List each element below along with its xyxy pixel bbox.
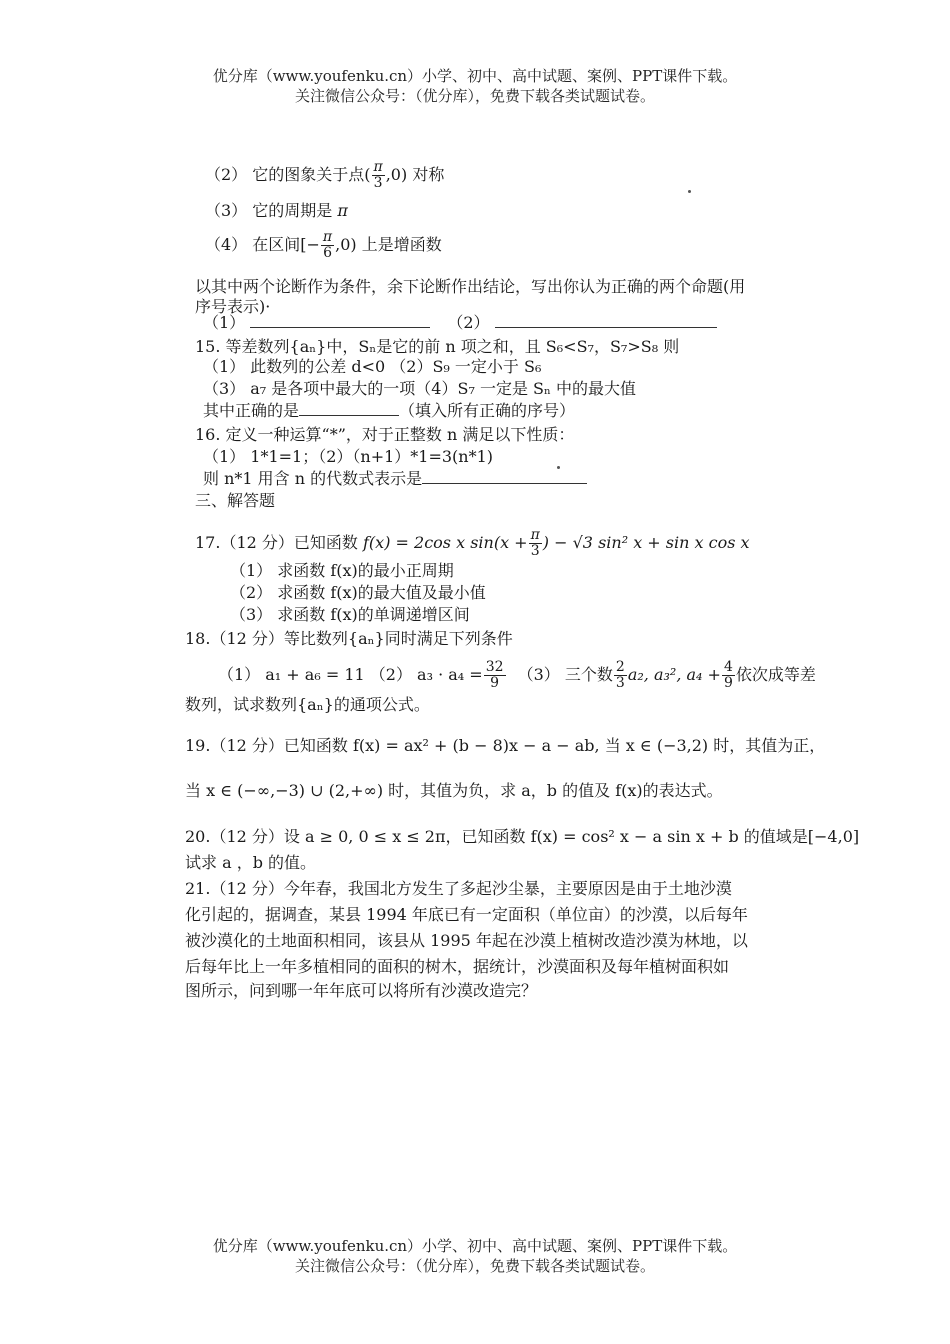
fraction-numerator: π xyxy=(373,159,383,175)
q15-answer-blank[interactable] xyxy=(299,401,399,416)
q20-line-2: 试求 a ，b 的值。 xyxy=(185,853,317,872)
section-3-heading: 三、解答题 xyxy=(195,491,276,510)
header-line-2: 关注微信公众号：（优分库），免费下载各类试题试卷。 xyxy=(294,87,655,105)
header-line-1: 优分库（www.youfenku.cn）小学、初中、高中试题、案例、PPT课件下载。 xyxy=(212,67,738,85)
q21-line-1: 21.（12 分）今年春，我国北方发生了多起沙尘暴，主要原因是由于土地沙漠 xyxy=(185,879,732,898)
q17-function-fraction xyxy=(529,528,542,559)
q16-ask xyxy=(203,468,587,490)
q15-items-2: （3） a₇ 是各项中最大的一项（4）S₇ 一定是 Sₙ 中的最大值 xyxy=(203,379,637,398)
q14-instruction-2: 序号表示)· xyxy=(195,297,271,316)
fraction-denominator: 3 xyxy=(530,543,540,559)
q18-conditions xyxy=(218,660,816,691)
q16-stem: 16. 定义一种运算“*”，对于正整数 n 满足以下性质： xyxy=(195,425,575,444)
q21-line-2: 化引起的，据调查，某县 1994 年底已有一定面积（单位亩）的沙漠，以后每年 xyxy=(185,905,748,924)
q14-answer-line xyxy=(203,312,717,334)
q15-answer-label: 其中正确的是 xyxy=(203,401,300,420)
q14-item-2-text: （2） 它的图象关于点( xyxy=(205,165,371,184)
q18-condition-3-terms: a₂, a₃², a₄ + xyxy=(627,665,721,684)
q17-sub-2: （2） 求函数 f(x)的最大值及最小值 xyxy=(230,583,486,602)
q18-condition-3-fraction-b xyxy=(722,660,735,691)
q18-stem: 18.（12 分）等比数列{aₙ}同时满足下列条件 xyxy=(185,629,513,648)
q14-item-2-text-end: ,0) 对称 xyxy=(385,165,445,184)
q17-sub-3: （3） 求函数 f(x)的单调递增区间 xyxy=(230,605,470,624)
q20-line-1: 20.（12 分）设 a ≥ 0, 0 ≤ x ≤ 2π，已知函数 f(x) = cos² x − a sin x + b 的值域是[−4,0] xyxy=(185,827,860,846)
q14-instruction-1: 以其中两个论断作为条件，余下论断作出结论，写出你认为正确的两个命题(用 xyxy=(195,277,746,296)
q15-items-1: （1） 此数列的公差 d<0 （2）S₉ 一定小于 S₆ xyxy=(203,357,542,376)
q14-item-2-fraction xyxy=(372,160,385,191)
fraction-denominator: 6 xyxy=(323,245,332,261)
q16-properties: （1） 1*1=1；（2）（n+1）*1=3(n*1) xyxy=(203,447,494,466)
q18-condition-2-fraction xyxy=(484,660,506,691)
q14-item-2 xyxy=(205,160,444,191)
q16-ask-text: 则 n*1 用含 n 的代数式表示是 xyxy=(203,469,423,488)
q17-function-start: f(x) = 2cos x sin(x + xyxy=(363,533,528,552)
q21-line-5: 图所示，问到哪一年年底可以将所有沙漠改造完？ xyxy=(185,981,538,1000)
fraction-numerator: π xyxy=(530,527,540,543)
fraction-denominator: 9 xyxy=(723,675,733,691)
q17-function-end: ) − √3 sin² x + sin x cos x xyxy=(542,533,750,552)
q18-condition-1-2: （1） a₁ + a₆ = 11 （2） a₃ · a₄ = xyxy=(218,665,483,684)
q14-item-4-fraction xyxy=(321,230,334,261)
q19-line-1: 19.（12 分）已知函数 f(x) = ax² + (b − 8)x − a − ab, 当 x ∈ (−3,2) 时，其值为正， xyxy=(185,736,826,755)
q15-answer-note: （填入所有正确的序号） xyxy=(399,401,576,420)
q18-end: 数列，试求数列{aₙ}的通项公式。 xyxy=(185,695,430,714)
q17-sub-1: （1） 求函数 f(x)的最小正周期 xyxy=(230,561,454,580)
q14-answer-2-blank[interactable] xyxy=(495,313,717,328)
fraction-numerator: 2 xyxy=(615,659,625,675)
q14-item-3-pi: π xyxy=(337,201,348,220)
fraction-denominator: 3 xyxy=(615,675,625,691)
q18-condition-3-fraction-a xyxy=(614,660,627,691)
q21-line-4: 后每年比上一年多植相同的面积的树木，据统计，沙漠面积及每年植树面积如 xyxy=(185,957,730,976)
footer-line-1: 优分库（www.youfenku.cn）小学、初中、高中试题、案例、PPT课件下载。 xyxy=(212,1237,738,1255)
scan-speck xyxy=(688,190,691,193)
q14-item-4-text-end: ,0) 上是增函数 xyxy=(335,235,442,254)
fraction-denominator: 3 xyxy=(373,175,383,191)
q18-condition-3-text: （3） 三个数 xyxy=(517,665,613,684)
q14-item-4 xyxy=(205,230,442,261)
q18-condition-3-end: 依次成等差 xyxy=(735,665,816,684)
fraction-numerator: π xyxy=(322,229,333,245)
q15-stem: 15. 等差数列{aₙ}中，Sₙ是它的前 n 项之和，且 S₆<S₇，S₇>S₈ 则 xyxy=(195,337,680,356)
q21-line-3: 被沙漠化的土地面积相同，该县从 1995 年起在沙漠上植树改造沙漠为林地，以 xyxy=(185,931,748,950)
q14-answer-1-blank[interactable] xyxy=(250,313,430,328)
q14-answer-2-label: （2） xyxy=(447,313,490,332)
scan-speck xyxy=(557,466,560,469)
q19-line-2: 当 x ∈ (−∞,−3) ∪ (2,+∞) 时，其值为负，求 a，b 的值及 f(x)的表达式。 xyxy=(185,781,723,800)
fraction-numerator: 32 xyxy=(485,659,504,675)
fraction-denominator: 9 xyxy=(490,675,500,691)
q14-item-3 xyxy=(205,200,348,222)
q17-stem xyxy=(195,528,750,559)
q17-stem-text: 17.（12 分）已知函数 xyxy=(195,533,358,552)
q14-answer-1-label: （1） xyxy=(203,313,246,332)
q15-answer xyxy=(203,400,575,422)
fraction-numerator: 4 xyxy=(723,659,733,675)
q16-answer-blank[interactable] xyxy=(422,469,587,484)
footer-line-2: 关注微信公众号：（优分库），免费下载各类试题试卷。 xyxy=(294,1257,655,1275)
q14-item-3-text: （3） 它的周期是 xyxy=(205,201,333,220)
q14-item-4-text: （4） 在区间[− xyxy=(205,235,320,254)
